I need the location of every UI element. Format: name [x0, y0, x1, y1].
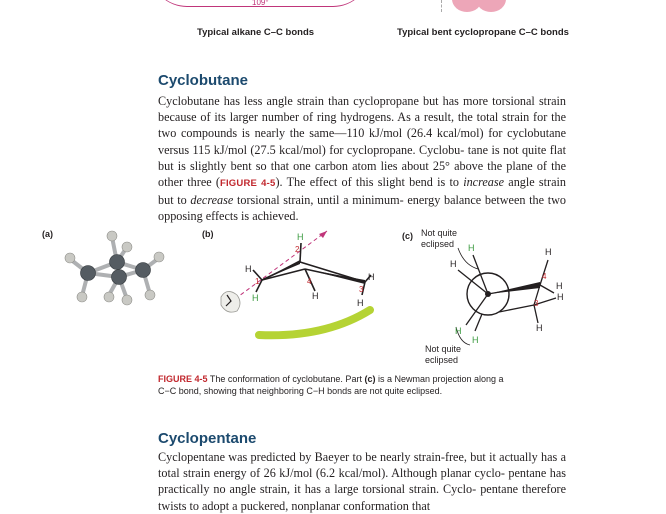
hydrogen-label: H: [245, 264, 252, 274]
hydrogen-label: H: [545, 247, 552, 257]
locant-label: 1: [255, 277, 260, 286]
hydrogen-label: H: [557, 292, 564, 302]
section-heading-cyclopentane: Cyclopentane: [158, 430, 257, 447]
hydrogen-label: H: [252, 293, 259, 303]
bent-bond-orbital-lobes: [452, 0, 508, 12]
hydrogen-label: H: [472, 335, 479, 345]
ball-and-stick-model: [55, 225, 175, 310]
hydrogen-label: H: [312, 291, 319, 301]
cyclopentane-paragraph: Cyclopentane was predicted by Baeyer to be nearly strain-free, but it actually has a total strain energy of 26 kJ/mol (6.2 kcal/mol). Although planar cyclo- pentane has practically no angle strain, it has a large torsional strain. Cyclo- pentane therefore twists to adopt a puckered, nonplanar conformation that: [158, 450, 567, 513]
hydrogen-label: H: [368, 272, 375, 282]
locant-label: 4: [307, 277, 312, 286]
bent-bond-axis: [441, 0, 442, 12]
locant-label: 2: [295, 245, 300, 254]
figure-caption: FIGURE 4-5 The conformation of cyclobutane. Part (c) is a Newman projection along a C−C bond, showing that neighboring C−H bonds are not quite eclipsed.: [158, 374, 504, 396]
viewer-eye-icon: [221, 291, 240, 312]
hydrogen-label: H: [455, 326, 462, 336]
highlight-stroke: [259, 310, 370, 335]
caption-cyclopropane-bonds: Typical bent cyclopropane C–C bonds: [397, 27, 569, 38]
panel-label-b: (b): [202, 229, 214, 239]
locant-label: 3: [534, 299, 539, 308]
locant-label: 3: [359, 285, 364, 294]
note-not-quite-eclipsed-bottom: Not quite eclipsed: [425, 344, 462, 365]
panel-label-a: (a): [42, 229, 53, 239]
hydrogen-label: H: [556, 281, 563, 291]
cyclobutane-paragraph: Cyclobutane has less angle strain than cyclopropane but has more torsional strain because of its larger number of ring hydrogens. As a result, the total strain for the two compounds is nearly the same—110 kJ/mol (26.4 kcal/mol) for cyclobutane versus 115 kJ/mol (27.5 kcal/mol) for cyclopropane. Cyclobu- tane is not quite flat but is slightly bent so that one carbon atom lies about 25° above the plane of the other three (FIGURE 4-5). The effect of this slight bend is to increase angle strain but to decrease torsional strain, until a minimum- energy balance between the two opposing effects is achieved.: [158, 94, 567, 224]
hydrogen-label: H: [536, 323, 543, 333]
bond-angle-label: 109°: [252, 0, 269, 7]
note-not-quite-eclipsed-top: Not quite eclipsed: [421, 228, 458, 249]
cyclobutane-wedge-drawing: [215, 225, 390, 350]
hydrogen-label: H: [357, 298, 364, 308]
front-carbon-dot: [485, 291, 491, 297]
caption-alkane-bonds: Typical alkane C–C bonds: [197, 27, 315, 38]
section-heading-cyclobutane: Cyclobutane: [158, 72, 249, 89]
locant-label: 4: [542, 272, 547, 281]
figure-reference: FIGURE 4-5: [219, 178, 276, 190]
newman-projection: [430, 235, 575, 350]
hydrogen-label: H: [468, 243, 475, 253]
hydrogen-label: H: [297, 232, 304, 242]
panel-label-c: (c): [402, 231, 413, 241]
hydrogen-label: H: [450, 259, 457, 269]
